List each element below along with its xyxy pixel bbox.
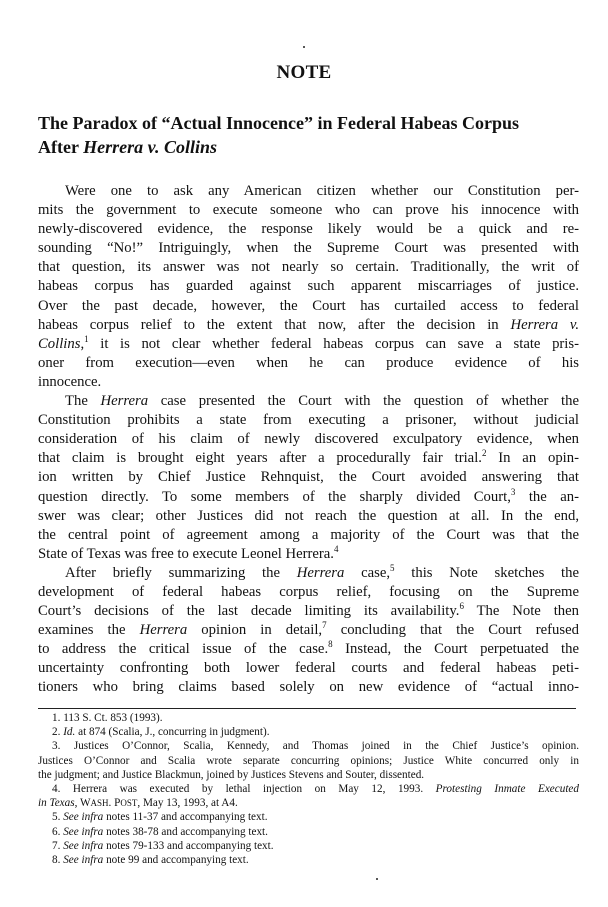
text-run: newly-discovered evidence, the response likely would be a quick and re- [38,221,579,238]
italic-text-run: See infra [63,853,104,866]
text-run: 2. [52,726,64,739]
body-line [38,220,579,239]
italic-text-run: in Texas [38,797,75,810]
text-run: that question, its answer was not nearly so certain. Traditionally, the writ of [38,259,579,276]
italic-text-run: Herrera [296,564,345,581]
body-line [38,335,579,354]
body-line [38,201,579,220]
italic-text-run: Protesting Inmate Executed [435,782,579,795]
text-run: . P [108,797,121,810]
title-prefix: After [38,137,84,157]
footnote-reference: 5 [390,562,395,573]
body-line [38,297,579,316]
text-run: oner from execution—even when he can produce evidence of his [38,354,579,371]
body-line [38,430,579,449]
text-run: Constitution prohibits a state from executing a prisoner, without judicial [38,412,579,429]
footnote-line [38,853,579,867]
footnote-divider [38,708,576,709]
body-line [38,564,579,583]
body-line [38,354,579,373]
text-run: Were one to ask any American citizen whether our Constitution per- [65,183,579,199]
footnote-reference: 1 [84,333,89,344]
footnote-line [38,782,579,796]
footnote-reference: 4 [333,543,339,554]
body-line [38,678,579,697]
text-run: the judgment; and Justice Blackmun, joined by Justices Stevens and Souter, dissented. [38,768,425,781]
text-run: 4. Herrera was executed by lethal injection on May 12, 1993. [52,782,436,795]
body-line [38,411,579,430]
text-run: 1. 113 S. Ct. 853 (1993). [52,712,163,724]
title-line-2 [38,135,578,159]
text-run: 5. [52,811,64,824]
article-title [38,111,578,159]
footnote-line [38,711,579,725]
footnotes [38,711,579,867]
text-run: habeas corpus relief to the extent that now, after the decision in [38,316,511,333]
body-text [38,182,579,698]
text-run: case presented the Court with the question of whether the [148,393,579,410]
footnote-reference: 2 [481,448,487,459]
text-run: that claim is brought eight years after a procedurally fair trial. [38,450,482,467]
text-run: question directly. To some members of the sharply divided Court, [38,488,511,505]
text-run: Justices O’Connor and Scalia wrote separate concurring opinions; Justice White concurred only in [38,754,579,767]
body-line [38,392,579,411]
text-run: at 874 (Scalia, J., concurring in judgment). [75,726,270,739]
title-case-name: Herrera v. Collins [83,137,217,157]
text-run: examines the [38,622,140,639]
body-line [38,488,579,507]
italic-text-run: Herrera v. [510,316,579,333]
text-run: mits the government to execute someone who can prove his innocence with [38,202,579,219]
footnote-reference: 7 [322,620,327,631]
text-run: , W [74,797,91,810]
text-run: this Note sketches the [394,564,579,581]
page-dot-mark [376,878,378,880]
text-run: development of federal habeas corpus relief, focusing on the Supreme [38,583,579,600]
text-run: habeas corpus has guarded against such apparent miscarriages of justice. [38,278,579,295]
text-run: Over the past decade, however, the Court has curtailed access to federal [38,297,579,314]
footnote-line [38,810,579,824]
footnote-line [38,768,579,782]
body-line [38,583,579,602]
body-line [38,316,579,335]
footnote-reference: 8 [328,639,333,650]
text-run: notes 11-37 and accompanying text. [103,811,268,824]
body-line [38,449,579,468]
text-run: 3. Justices O’Connor, Scalia, Kennedy, and Thomas joined in the Chief Justice’s opinion. [52,740,579,753]
footnote-line [38,796,579,810]
title-line-1: The Paradox of “Actual Innocence” in Federal Habeas Corpus [38,113,519,133]
text-run: to address the critical issue of the case. [38,641,329,658]
text-run: 7. [52,839,64,852]
body-line [38,602,579,621]
footnote-reference: 3 [510,486,516,497]
text-run: State of Texas was free to execute Leonel Herrera. [38,545,334,562]
text-run: 6. [52,825,64,838]
text-run: ion written by Chief Justice Rehnquist, the Court avoided answering that [38,469,579,486]
text-run: , [80,335,85,352]
body-line [38,239,579,258]
italic-text-run: Id. [63,726,76,739]
text-run: 8. [52,853,64,866]
text-run: The [65,393,101,410]
text-run: swer was clear; other Justices did not reach the question at all. In the end, [38,507,579,524]
italic-text-run: See infra [63,839,104,852]
italic-text-run: Herrera [100,393,149,410]
italic-text-run: See infra [63,811,104,824]
text-run: The Note then [463,603,579,620]
text-run: the an- [515,488,579,505]
body-line [38,373,579,392]
text-run: sounding “No!” Intriguingly, when the Supreme Court was presented with [38,240,579,257]
body-line [38,640,579,659]
body-line [38,277,579,296]
text-run: , May 13, 1993, at A4. [137,797,238,810]
text-run: notes 38-78 and accompanying text. [103,825,268,838]
footnote-line [38,725,579,739]
small-caps-text-run: ASH [90,798,109,809]
text-run: case, [344,564,391,581]
text-run: note 99 and accompanying text. [103,853,249,866]
body-line [38,659,579,678]
text-run: tioners who bring claims based solely on new evidence of “actual inno- [38,679,579,696]
body-line [38,526,579,545]
footnote-reference: 6 [459,601,464,612]
text-run: uncertainty confronting both lower federal courts and federal habeas peti- [38,660,579,677]
body-line [38,507,579,526]
section-heading: NOTE [276,62,332,83]
text-run: In an opin- [486,450,579,467]
page-dot-mark [303,46,305,48]
text-run: Court’s decisions of the last decade limiting its availability. [38,603,460,620]
text-run: consideration of his claim of newly discovered exculpatory evidence, when [38,431,579,448]
small-caps-text-run: OST [120,798,138,809]
text-run: concluding that the Court refused [326,622,579,639]
text-run: opinion in detail, [187,622,323,639]
footnote-line [38,825,579,839]
footnote-line [38,739,579,753]
footnote-line [38,839,579,853]
italic-text-run: Herrera [139,622,188,639]
text-run: innocence. [38,373,102,390]
text-run: it is not clear whether federal habeas corpus can save a state pris- [88,335,579,352]
text-run: After briefly summarizing the [65,564,297,581]
text-run: notes 79-133 and accompanying text. [103,839,274,852]
italic-text-run: See infra [63,825,104,838]
footnote-line [38,754,579,768]
body-line [38,545,579,564]
body-line [38,468,579,487]
body-line [38,258,579,277]
body-line [38,182,579,201]
italic-text-run: Collins [38,335,81,352]
body-line [38,621,579,640]
text-run: the central point of agreement among a majority of the Court was that the [38,526,579,543]
text-run: Instead, the Court perpetuated the [332,641,580,658]
